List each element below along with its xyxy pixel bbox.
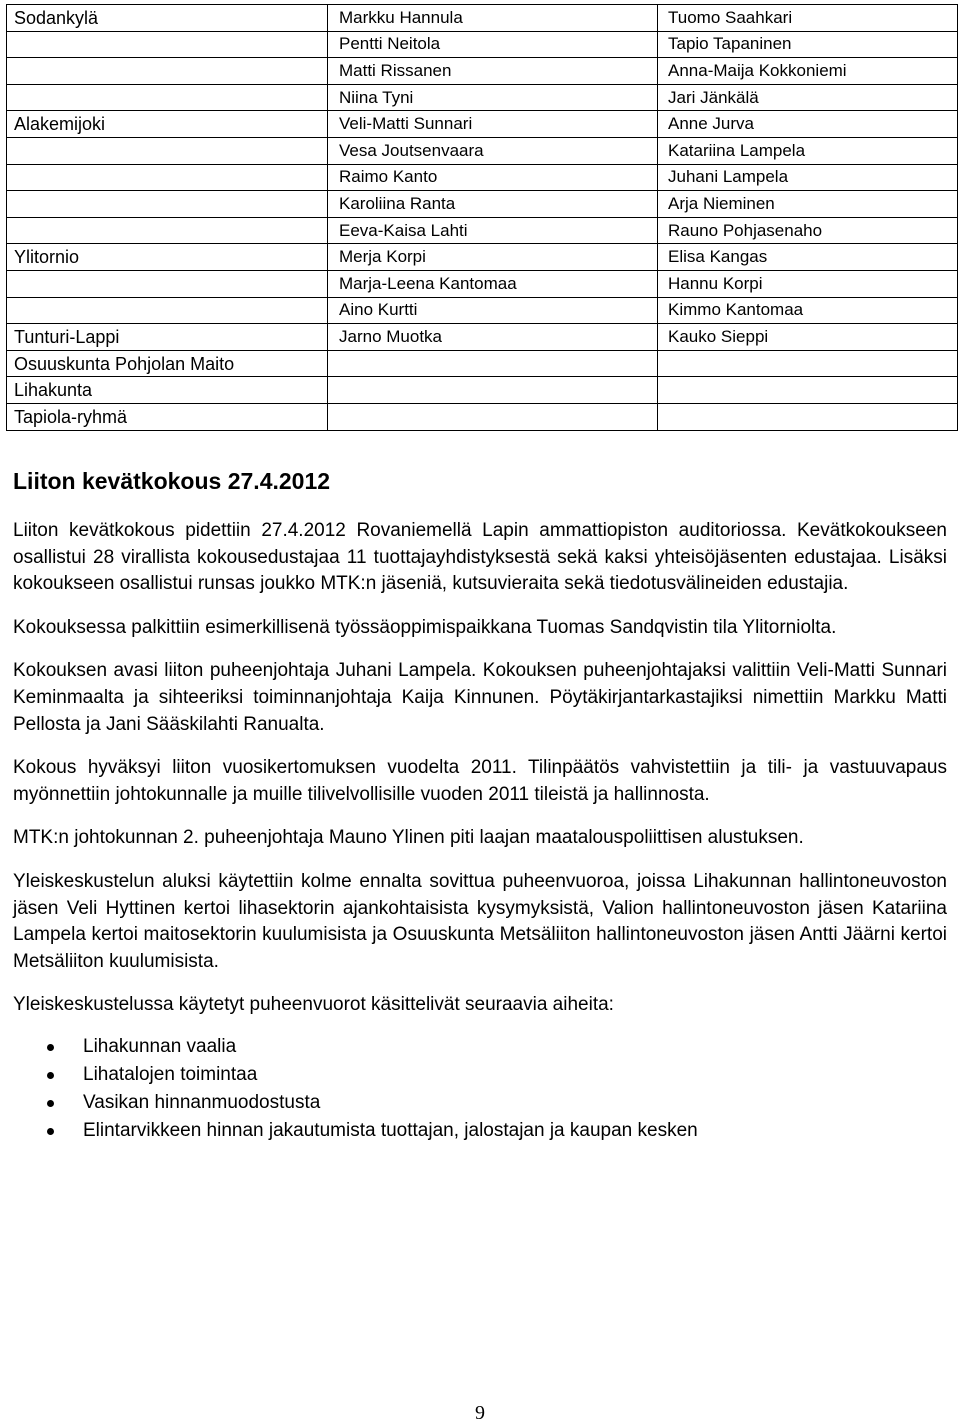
organization-cell: Tunturi-Lappi — [7, 324, 328, 351]
list-item-text: Lihakunnan vaalia — [83, 1035, 237, 1057]
table-row — [7, 5, 958, 32]
deputy-cell — [658, 403, 958, 430]
organization-cell — [7, 191, 328, 218]
table-row — [7, 217, 958, 244]
paragraph: Yleiskeskustelun aluksi käytettiin kolme ennalta sovittua puheenvuoroa, joissa Lihakunnan hallintoneuvoston jäsen Veli Hyttinen kertoi lihasektorin ajankohtaisista kysymyksistä, Valion hallintoneuvoston jäsen Katariina Lampela kertoi maitosektorin kuulumisista ja Osuuskunta Metsäliiton hallintoneuvoston jäsen Antti Jäärni kertoi Metsäliiton kuulumisista. — [13, 870, 947, 972]
organization-cell: Lihakunta — [7, 377, 328, 404]
deputy-cell: Jari Jänkälä — [658, 84, 958, 111]
list-item — [13, 1117, 947, 1145]
member-cell: Niina Tyni — [328, 84, 658, 111]
member-cell: Markku Hannula — [328, 5, 658, 32]
table-row — [7, 58, 958, 85]
document-body — [13, 518, 947, 1145]
table-row — [7, 164, 958, 191]
table-row — [7, 84, 958, 111]
organization-cell — [7, 297, 328, 324]
deputy-cell: Arja Nieminen — [658, 191, 958, 218]
deputy-cell: Tapio Tapaninen — [658, 31, 958, 58]
list-item — [13, 1033, 947, 1061]
paragraph: MTK:n johtokunnan 2. puheenjohtaja Mauno Ylinen piti laajan maatalouspoliittisen alustuksen. — [13, 827, 804, 849]
member-table — [6, 4, 958, 431]
list-item-text: Lihatalojen toimintaa — [83, 1063, 258, 1085]
paragraph: Kokouksen avasi liiton puheenjohtaja Juhani Lampela. Kokouksen puheenjohtajaksi valittiin Veli-Matti Sunnari Keminmaalta ja sihteeriksi toiminnanjohtaja Kaija Kinnunen. Pöytäkirjantarkastajiksi nimettiin Markku Matti Pellosta ja Jani Sääskilahti Ranualta. — [13, 660, 947, 735]
list-item — [13, 1061, 947, 1089]
organization-cell: Alakemijoki — [7, 111, 328, 138]
member-cell: Marja-Leena Kantomaa — [328, 270, 658, 297]
deputy-cell: Kimmo Kantomaa — [658, 297, 958, 324]
deputy-cell — [658, 377, 958, 404]
table-row — [7, 191, 958, 218]
bullet-icon — [47, 1100, 54, 1107]
section-heading: Liiton kevätkokous 27.4.2012 — [13, 468, 331, 494]
table-row — [7, 377, 958, 404]
member-cell — [328, 403, 658, 430]
organization-cell — [7, 58, 328, 85]
member-cell — [328, 350, 658, 377]
deputy-cell: Anna-Maija Kokkoniemi — [658, 58, 958, 85]
organization-cell — [7, 164, 328, 191]
bullet-icon — [47, 1044, 54, 1051]
deputy-cell: Juhani Lampela — [658, 164, 958, 191]
paragraph: Yleiskeskustelussa käytetyt puheenvuorot käsittelivät seuraavia aiheita: — [13, 994, 614, 1016]
list-item-text: Elintarvikkeen hinnan jakautumista tuottajan, jalostajan ja kaupan kesken — [83, 1119, 698, 1141]
paragraph: Liiton kevätkokous pidettiin 27.4.2012 Rovaniemellä Lapin ammattiopiston auditoriossa. Kevätkokoukseen osallistui 28 virallista kokousedustajaa 11 tuottajayhdistyksestä sekä kaksi yhteisöjäsenten edustajaa. Lisäksi kokoukseen osallistui runsas joukko MTK:n jäseniä, kutsuvieraita sekä tiedotusvälineiden edustajia. — [13, 520, 947, 595]
deputy-cell: Kauko Sieppi — [658, 324, 958, 351]
table-row — [7, 403, 958, 430]
deputy-cell: Elisa Kangas — [658, 244, 958, 271]
table-row — [7, 297, 958, 324]
organization-cell: Tapiola-ryhmä — [7, 403, 328, 430]
paragraph: Kokous hyväksyi liiton vuosikertomuksen vuodelta 2011. Tilinpäätös vahvistettiin ja tili- ja vastuuvapaus myönnettiin johtokunnalle ja muille tilivelvollisille vuoden 2011 tileistä ja hallinnosta. — [13, 757, 947, 805]
deputy-cell: Anne Jurva — [658, 111, 958, 138]
member-cell: Eeva-Kaisa Lahti — [328, 217, 658, 244]
page-number: 9 — [475, 1402, 485, 1424]
bullet-icon — [47, 1072, 54, 1079]
paragraph: Kokouksessa palkittiin esimerkillisenä työssäoppimispaikkana Tuomas Sandqvistin tila Ylitorniolta. — [13, 616, 837, 638]
organization-cell — [7, 31, 328, 58]
table-row — [7, 111, 958, 138]
table-row — [7, 270, 958, 297]
member-cell: Veli-Matti Sunnari — [328, 111, 658, 138]
member-cell: Pentti Neitola — [328, 31, 658, 58]
table-row — [7, 137, 958, 164]
member-cell: Matti Rissanen — [328, 58, 658, 85]
member-table-body — [7, 5, 958, 431]
member-cell: Karoliina Ranta — [328, 191, 658, 218]
organization-cell — [7, 270, 328, 297]
deputy-cell: Hannu Korpi — [658, 270, 958, 297]
topic-list — [13, 1033, 947, 1145]
organization-cell — [7, 217, 328, 244]
deputy-cell: Tuomo Saahkari — [658, 5, 958, 32]
table-row — [7, 244, 958, 271]
list-item — [13, 1089, 947, 1117]
deputy-cell: Rauno Pohjasenaho — [658, 217, 958, 244]
organization-cell — [7, 84, 328, 111]
organization-cell: Ylitornio — [7, 244, 328, 271]
member-cell: Aino Kurtti — [328, 297, 658, 324]
table-row — [7, 31, 958, 58]
list-item-text: Vasikan hinnanmuodostusta — [83, 1091, 321, 1113]
organization-cell: Sodankylä — [7, 5, 328, 32]
table-row — [7, 350, 958, 377]
bullet-icon — [47, 1128, 54, 1135]
organization-cell: Osuuskunta Pohjolan Maito — [7, 350, 328, 377]
member-cell: Merja Korpi — [328, 244, 658, 271]
table-row — [7, 324, 958, 351]
member-cell — [328, 377, 658, 404]
deputy-cell — [658, 350, 958, 377]
member-cell: Vesa Joutsenvaara — [328, 137, 658, 164]
deputy-cell: Katariina Lampela — [658, 137, 958, 164]
member-cell: Raimo Kanto — [328, 164, 658, 191]
organization-cell — [7, 137, 328, 164]
member-cell: Jarno Muotka — [328, 324, 658, 351]
